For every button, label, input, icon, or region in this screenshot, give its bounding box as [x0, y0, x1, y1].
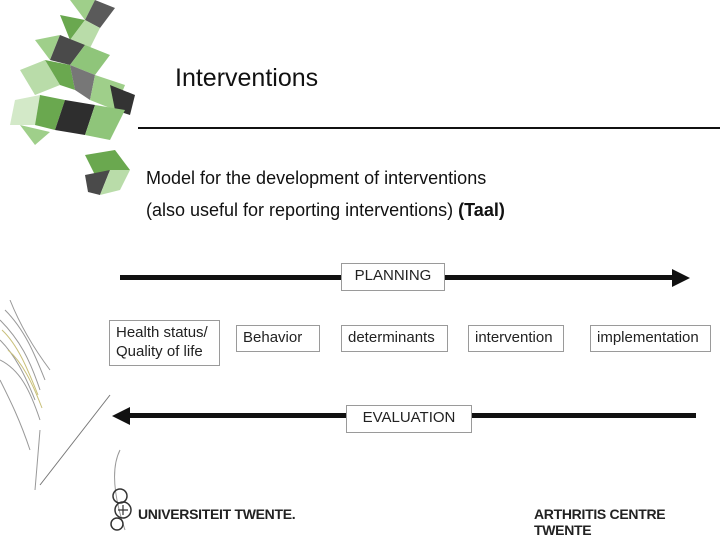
step-behavior: Behavior	[236, 325, 320, 352]
decorative-polygon-cluster	[0, 0, 150, 200]
planning-arrowhead	[672, 269, 690, 287]
subtitle-line-2	[146, 200, 505, 221]
arthritis-centre-twente-logo-text: ARTHRITIS CENTRE TWENTE	[534, 506, 666, 538]
universiteit-twente-logo-text: UNIVERSITEIT TWENTE.	[138, 506, 296, 522]
health-status-line2: Quality of life	[116, 343, 203, 360]
step-implementation: implementation	[590, 325, 711, 352]
step-determinants: determinants	[341, 325, 448, 352]
planning-label: PLANNING	[341, 263, 445, 291]
title-rule	[138, 127, 720, 129]
subtitle-line-2-text: (also useful for reporting interventions)	[146, 200, 459, 220]
subtitle-line-1: Model for the development of interventions	[146, 168, 487, 188]
health-status-line1: Health status/	[116, 324, 208, 341]
subtitle-line-2-bold: (Taal)	[458, 200, 505, 220]
evaluation-label: EVALUATION	[346, 405, 472, 433]
health-status-box	[109, 320, 220, 366]
universiteit-twente-emblem-icon	[108, 484, 138, 536]
slide-title: Interventions	[175, 64, 319, 92]
step-intervention: intervention	[468, 325, 564, 352]
